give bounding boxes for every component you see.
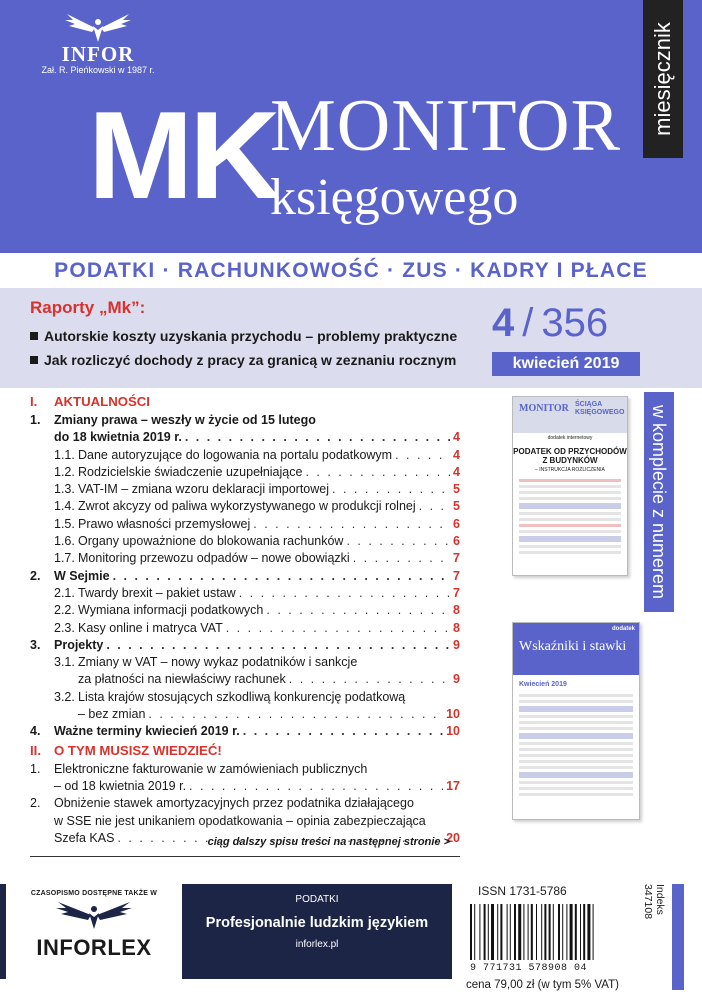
supplement-cover-1	[512, 396, 628, 576]
issue-separator: /	[522, 301, 534, 345]
toc-entry-text: Ważne terminy kwiecień 2019 r.	[54, 724, 240, 739]
ad-brand-name: INFORLEX	[36, 935, 152, 960]
toc-section-heading	[30, 743, 460, 759]
toc-page-number: 8	[453, 620, 460, 635]
toc-page-number: 6	[453, 534, 460, 549]
toc-entry	[30, 412, 460, 429]
leader-dots	[395, 447, 450, 464]
ad-slogan-panel	[182, 884, 452, 979]
inforlex-ad[interactable]	[0, 884, 452, 979]
index-label: Indeks	[654, 884, 666, 915]
issn: ISSN 1731-5786	[478, 884, 567, 898]
table-of-contents	[30, 394, 460, 847]
bullet-square-icon	[30, 332, 38, 340]
ad-brand-panel	[6, 884, 182, 979]
frequency-tab	[643, 0, 683, 158]
leader-dots	[148, 706, 443, 723]
inforlex-bird-icon	[54, 901, 134, 931]
toc-entry-text: – od 18 kwietnia 2019 r.	[54, 778, 187, 793]
leader-dots	[243, 723, 443, 740]
toc-continued-link[interactable]: ciąg dalszy spisu treści na następnej stronie >	[207, 836, 450, 848]
toc-entry-number: 1.4.	[54, 499, 75, 514]
toc-entry-text: – bez zmian	[78, 707, 146, 722]
toc-page-number: 7	[453, 551, 460, 566]
supplement-2-title: Wskaźniki i stawki	[519, 639, 627, 654]
price: cena 79,00 zł (w tym 5% VAT)	[466, 979, 619, 991]
subject-line: PODATKI · RACHUNKOWOŚĆ · ZUS · KADRY I PŁACE	[54, 259, 648, 282]
toc-entry-text: do 18 kwietnia 2019 r.	[54, 430, 182, 445]
supplement-1-tag: dodatek internetowy	[547, 435, 593, 441]
toc-page-number: 4	[453, 464, 460, 479]
supplement-1-title: PODATEK OD PRZYCHODÓW Z BUDYNKÓW	[513, 447, 627, 465]
toc-entry-text: Lista krajów stosujących szkodliwą konkurencję podatkową	[78, 689, 406, 704]
toc-entry-text: Rodzicielskie świadczenie uzupełniające	[78, 464, 303, 479]
toc-entry	[30, 795, 460, 812]
supplement-2-tag: dodatek	[611, 626, 635, 632]
toc-page-number: 4	[453, 447, 460, 462]
leader-dots	[226, 620, 450, 637]
toc-entry-text: Projekty	[54, 637, 104, 652]
ad-slogan: Profesjonalnie ludzkim językiem	[205, 915, 429, 931]
bullet-square-icon	[30, 356, 38, 364]
toc-entry	[30, 654, 460, 671]
supplements-tab	[644, 392, 674, 612]
toc-entry-text: Kasy online i matryca VAT	[78, 620, 223, 635]
leader-dots	[353, 550, 450, 567]
frequency-label: miesięcznik	[650, 22, 675, 136]
toc-entry-text: W Sejmie	[54, 568, 110, 583]
section-title: AKTUALNOŚCI	[54, 394, 150, 409]
publisher-logo	[28, 12, 168, 76]
toc-entry-text: Organy upoważnione do blokowania rachunków	[78, 534, 344, 549]
reports-title: Raporty „Mk”:	[30, 298, 146, 317]
ad-category: PODATKI	[295, 894, 339, 905]
toc-entry-text: Elektroniczne fakturowanie w zamówieniach publicznych	[54, 761, 368, 776]
issue-total: 356	[541, 301, 609, 345]
publisher-name: INFOR	[61, 42, 135, 66]
toc-entry-text: Twardy brexit – pakiet ustaw	[78, 585, 236, 600]
toc-entry	[30, 498, 460, 515]
section-number: II.	[30, 742, 41, 758]
toc-page-number: 5	[453, 499, 460, 514]
leader-dots	[305, 464, 450, 481]
toc-entry-text: Prawo własności przemysłowej	[78, 516, 251, 531]
supplement-1-content-lines	[519, 479, 621, 554]
toc-entry-text: Zwrot akcyzy od paliwa wykorzystywanego w produkcji rolnej	[78, 499, 416, 514]
toc-entry	[30, 637, 460, 654]
toc-entry	[30, 464, 460, 481]
toc-page-number: 17	[446, 778, 460, 793]
toc-page-number: 10	[446, 707, 460, 722]
report-item-text: Jak rozliczyć dochody z pracy za granicą w zeznaniu rocznym	[44, 352, 457, 368]
toc-entry-text: Zmiany w VAT – nowy wykaz podatników i sankcje	[78, 655, 358, 670]
toc-entry-number: 3.1.	[54, 655, 75, 670]
report-item	[30, 352, 456, 368]
leader-dots	[185, 429, 450, 446]
issue-number-value: 4	[492, 301, 515, 345]
toc-entry-number: 1.6.	[54, 534, 75, 549]
toc-entry-number: 1.1.	[54, 447, 75, 462]
toc-entry	[30, 533, 460, 550]
toc-entry	[30, 516, 460, 533]
toc-entry	[30, 723, 460, 740]
toc-page-number: 7	[453, 585, 460, 600]
leader-dots	[419, 498, 450, 515]
issue-date: kwiecień 2019	[492, 352, 640, 376]
toc-entry-continued	[30, 671, 460, 688]
toc-entry	[30, 602, 460, 619]
toc-page-number: 7	[453, 568, 460, 583]
toc-entry-continued	[30, 429, 460, 446]
ad-url-link[interactable]: inforlex.pl	[295, 939, 339, 950]
toc-entry-number: 1.2.	[54, 464, 75, 479]
section-title: O TYM MUSISZ WIEDZIEĆ!	[54, 742, 222, 758]
toc-entry	[30, 447, 460, 464]
supplement-1-brand: MONITOR	[519, 403, 569, 414]
leader-dots	[253, 516, 450, 533]
supplements-label: w komplecie z numerem	[649, 404, 669, 600]
toc-page-number: 4	[453, 430, 460, 445]
toc-entry-number: 3.	[30, 637, 41, 652]
toc-entry-number: 2.	[30, 568, 41, 583]
toc-entry	[30, 620, 460, 637]
toc-entry-continued	[30, 706, 460, 723]
toc-entry-continued	[30, 778, 460, 795]
barcode-icon	[466, 904, 632, 966]
supplement-1-series: ŚCIĄGA KSIĘGOWEGO	[575, 401, 625, 416]
toc-entry-number: 3.2.	[54, 689, 75, 704]
leader-dots	[239, 585, 450, 602]
leader-dots	[266, 602, 450, 619]
leader-dots	[113, 568, 450, 585]
section-number: I.	[30, 394, 38, 409]
toc-page-number: 8	[453, 603, 460, 618]
toc-entry-number: 1.7.	[54, 551, 75, 566]
toc-entry-text: za płatności na niewłaściwy rachunek	[78, 672, 286, 687]
leader-dots	[332, 481, 450, 498]
title-ksiegowego: księgowego	[270, 169, 519, 226]
toc-entry-text: Wymiana informacji podatkowych	[78, 603, 264, 618]
supplement-2-content-lines	[519, 694, 633, 796]
masthead	[0, 0, 702, 253]
index-text	[636, 884, 666, 980]
toc-entry-text: Zmiany prawa – weszły w życie od 15 lutego	[54, 413, 316, 427]
supplement-2-header	[513, 623, 639, 675]
toc-divider	[30, 856, 460, 857]
mk-logo	[88, 87, 277, 225]
leader-dots	[346, 533, 450, 550]
supplement-2-date: Kwiecień 2019	[519, 681, 567, 688]
toc-entry	[30, 585, 460, 602]
toc-page-number: 10	[446, 724, 460, 739]
side-accent-bar	[672, 884, 684, 990]
toc-entry-text: w SSE nie jest unikaniem opodatkowania – opinia zabezpieczająca	[54, 813, 426, 828]
toc-entry-continued	[30, 813, 460, 830]
toc-page-number: 6	[453, 516, 460, 531]
toc-entry-number: 1.	[30, 761, 41, 776]
toc-entry-number: 4.	[30, 724, 41, 739]
toc-entry	[30, 568, 460, 585]
toc-page-number: 5	[453, 482, 460, 497]
toc-entry-number: 2.	[30, 796, 41, 811]
toc-entry-number: 1.5.	[54, 516, 75, 531]
report-item-text: Autorskie koszty uzyskania przychodu – problemy praktyczne	[44, 328, 458, 344]
toc-page-number: 20	[446, 830, 460, 845]
publisher-founded: Zał. R. Pieńkowski w 1987 r.	[41, 65, 155, 75]
toc-entry-text: Obniżenie stawek amortyzacyjnych przez podatnika działającego	[54, 796, 414, 811]
report-item	[30, 328, 457, 344]
toc-entry-number: 2.3.	[54, 620, 75, 635]
leader-dots	[189, 778, 443, 795]
leader-dots	[106, 637, 450, 654]
barcode-digits: 9 771731 578908 04	[470, 963, 588, 974]
toc-entry-text: Monitoring przewozu odpadów – nowe obowiązki	[78, 551, 350, 566]
toc-page-number: 9	[453, 637, 460, 652]
title-monitor: MONITOR	[270, 85, 621, 167]
index-number: 347108	[642, 884, 654, 920]
supplement-1-header	[513, 397, 627, 433]
ad-also-text: CZASOPISMO DOSTĘPNE TAKŻE W	[30, 890, 158, 897]
toc-entry-number: 1.3.	[54, 482, 75, 497]
toc-entry	[30, 550, 460, 567]
toc-entry-number: 1.	[30, 413, 41, 427]
toc-page-number: 9	[453, 672, 460, 687]
infor-bird-icon	[63, 12, 133, 44]
supplement-cover-2	[512, 622, 640, 820]
toc-entry-text: Szefa KAS	[54, 830, 115, 845]
toc-entry	[30, 689, 460, 706]
toc-entry	[30, 761, 460, 778]
leader-dots	[289, 671, 450, 688]
mk-logo-text: MK	[88, 87, 277, 225]
toc-section-heading	[30, 394, 460, 410]
issue-number	[492, 300, 608, 346]
index-label-box	[636, 884, 666, 980]
supplement-1-subtitle: – INSTRUKCJA ROZLICZENIA	[535, 467, 605, 473]
toc-entry-number: 2.1.	[54, 585, 75, 600]
toc-entry-text: Dane autoryzujące do logowania na portalu podatkowym	[78, 447, 393, 462]
toc-entry	[30, 481, 460, 498]
toc-entry-text: VAT-IM – zmiana wzoru deklaracji importowej	[78, 482, 330, 497]
toc-entry-number: 2.2.	[54, 603, 75, 618]
